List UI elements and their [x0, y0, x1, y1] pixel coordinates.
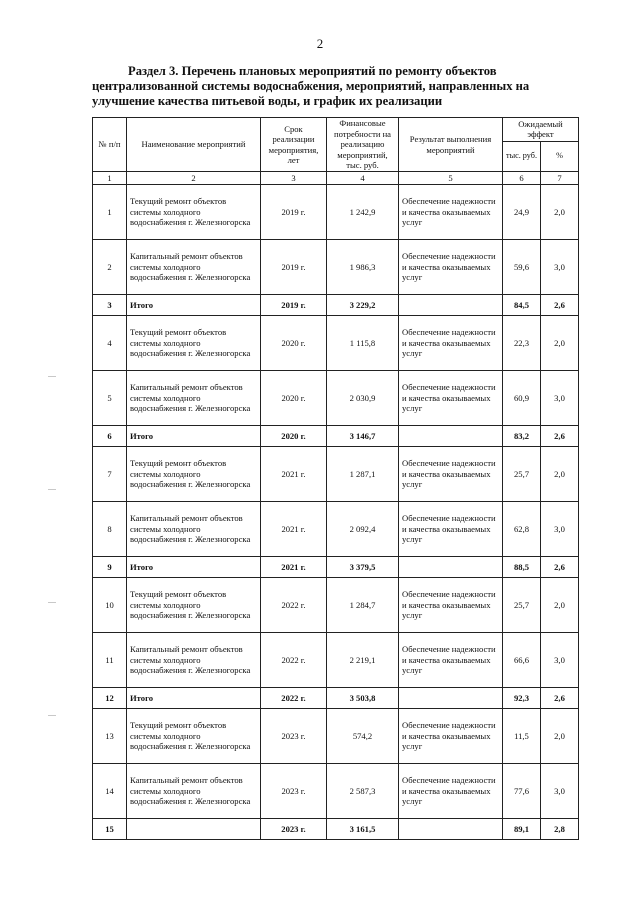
scan-mark [48, 602, 56, 603]
term-cell: 2022 г. [261, 688, 327, 709]
result-cell: Обеспечение надежности и качества оказываемых услуг [399, 316, 503, 371]
table-row [93, 709, 579, 764]
result-cell [399, 688, 503, 709]
row-number: 2 [93, 240, 127, 295]
finance-cell: 2 219,1 [327, 633, 399, 688]
row-number: 12 [93, 688, 127, 709]
effect-pct-cell: 2,0 [541, 316, 579, 371]
table-row [93, 447, 579, 502]
effect-rub-cell: 83,2 [503, 426, 541, 447]
column-number: 7 [541, 172, 579, 185]
table-row [93, 633, 579, 688]
column-number: 2 [127, 172, 261, 185]
result-cell: Обеспечение надежности и качества оказываемых услуг [399, 578, 503, 633]
header-num: № п/п [93, 118, 127, 172]
result-cell [399, 557, 503, 578]
effect-pct-cell: 2,0 [541, 578, 579, 633]
effect-pct-cell: 2,8 [541, 819, 579, 840]
effect-pct-cell: 2,6 [541, 426, 579, 447]
finance-cell: 3 161,5 [327, 819, 399, 840]
effect-rub-cell: 25,7 [503, 447, 541, 502]
effect-pct-cell: 2,6 [541, 557, 579, 578]
table-row [93, 240, 579, 295]
finance-cell: 2 092,4 [327, 502, 399, 557]
page-number: 2 [316, 36, 324, 51]
column-number: 1 [93, 172, 127, 185]
row-number: 6 [93, 426, 127, 447]
term-cell: 2020 г. [261, 371, 327, 426]
finance-cell: 3 379,5 [327, 557, 399, 578]
term-cell: 2022 г. [261, 578, 327, 633]
measure-name: Текущий ремонт объектов системы холодного водоснабжения г. Железногорска [127, 447, 261, 502]
heading-line-1: Раздел 3. Перечень плановых мероприятий по ремонту объектов [128, 64, 497, 78]
column-number: 4 [327, 172, 399, 185]
result-cell: Обеспечение надежности и качества оказываемых услуг [399, 502, 503, 557]
table-row [93, 764, 579, 819]
result-cell [399, 426, 503, 447]
term-cell: 2022 г. [261, 633, 327, 688]
effect-rub-cell: 89,1 [503, 819, 541, 840]
measure-name [127, 819, 261, 840]
effect-pct-cell: 3,0 [541, 371, 579, 426]
effect-pct-cell: 2,6 [541, 688, 579, 709]
finance-cell: 1 986,3 [327, 240, 399, 295]
measure-name: Текущий ремонт объектов системы холодного водоснабжения г. Железногорска [127, 316, 261, 371]
finance-cell: 1 115,8 [327, 316, 399, 371]
row-number: 13 [93, 709, 127, 764]
effect-pct-cell: 2,0 [541, 185, 579, 240]
effect-rub-cell: 66,6 [503, 633, 541, 688]
term-cell: 2023 г. [261, 709, 327, 764]
term-cell: 2021 г. [261, 557, 327, 578]
effect-rub-cell: 92,3 [503, 688, 541, 709]
table-row [93, 502, 579, 557]
finance-cell: 574,2 [327, 709, 399, 764]
effect-rub-cell: 24,9 [503, 185, 541, 240]
table-row [93, 316, 579, 371]
measure-name: Капитальный ремонт объектов системы холодного водоснабжения г. Железногорска [127, 633, 261, 688]
column-number: 5 [399, 172, 503, 185]
section-heading [92, 64, 584, 109]
result-cell: Обеспечение надежности и качества оказываемых услуг [399, 764, 503, 819]
measure-name: Итого [127, 295, 261, 316]
effect-rub-cell: 77,6 [503, 764, 541, 819]
scan-mark [48, 489, 56, 490]
measure-name: Итого [127, 426, 261, 447]
effect-rub-cell: 59,6 [503, 240, 541, 295]
finance-cell: 3 229,2 [327, 295, 399, 316]
row-number: 9 [93, 557, 127, 578]
term-cell: 2019 г. [261, 295, 327, 316]
measure-name: Итого [127, 688, 261, 709]
effect-rub-cell: 11,5 [503, 709, 541, 764]
result-cell [399, 295, 503, 316]
term-cell: 2020 г. [261, 426, 327, 447]
measure-name: Текущий ремонт объектов системы холодного водоснабжения г. Железногорска [127, 709, 261, 764]
finance-cell: 1 287,1 [327, 447, 399, 502]
term-cell: 2021 г. [261, 502, 327, 557]
measure-name: Текущий ремонт объектов системы холодного водоснабжения г. Железногорска [127, 578, 261, 633]
result-cell [399, 819, 503, 840]
header-effect-pct: % [541, 141, 579, 171]
finance-cell: 3 146,7 [327, 426, 399, 447]
table-row [93, 578, 579, 633]
row-number: 15 [93, 819, 127, 840]
header-effect: Ожидаемый эффект [503, 118, 579, 142]
row-number: 8 [93, 502, 127, 557]
term-cell: 2020 г. [261, 316, 327, 371]
effect-pct-cell: 3,0 [541, 633, 579, 688]
total-row [93, 557, 579, 578]
term-cell: 2023 г. [261, 819, 327, 840]
header-effect-rub: тыс. руб. [503, 141, 541, 171]
term-cell: 2023 г. [261, 764, 327, 819]
row-number: 3 [93, 295, 127, 316]
heading-line-3: улучшение качества питьевой воды, и график их реализации [92, 94, 443, 108]
measure-name: Текущий ремонт объектов системы холодного водоснабжения г. Железногорска [127, 185, 261, 240]
result-cell: Обеспечение надежности и качества оказываемых услуг [399, 240, 503, 295]
effect-pct-cell: 3,0 [541, 240, 579, 295]
table-row [93, 185, 579, 240]
scan-mark [48, 715, 56, 716]
finance-cell: 2 587,3 [327, 764, 399, 819]
total-row [93, 819, 579, 840]
row-number: 14 [93, 764, 127, 819]
row-number: 4 [93, 316, 127, 371]
effect-pct-cell: 2,0 [541, 447, 579, 502]
table-row [93, 371, 579, 426]
scan-mark [48, 376, 56, 377]
term-cell: 2019 г. [261, 240, 327, 295]
header-finance: Финансовые потребности на реализацию мероприятий, тыс. руб. [327, 118, 399, 172]
header-name: Наименование мероприятий [127, 118, 261, 172]
row-number: 1 [93, 185, 127, 240]
effect-rub-cell: 88,5 [503, 557, 541, 578]
effect-rub-cell: 22,3 [503, 316, 541, 371]
row-number: 11 [93, 633, 127, 688]
effect-rub-cell: 62,8 [503, 502, 541, 557]
measure-name: Итого [127, 557, 261, 578]
header-result: Результат выполнения мероприятий [399, 118, 503, 172]
measures-table [92, 117, 579, 840]
finance-cell: 2 030,9 [327, 371, 399, 426]
term-cell: 2019 г. [261, 185, 327, 240]
total-row [93, 688, 579, 709]
heading-line-2: централизованной системы водоснабжения, мероприятий, направленных на [92, 79, 530, 93]
row-number: 10 [93, 578, 127, 633]
measure-name: Капитальный ремонт объектов системы холодного водоснабжения г. Железногорска [127, 371, 261, 426]
measure-name: Капитальный ремонт объектов системы холодного водоснабжения г. Железногорска [127, 764, 261, 819]
result-cell: Обеспечение надежности и качества оказываемых услуг [399, 709, 503, 764]
column-numbers-row [93, 172, 579, 185]
result-cell: Обеспечение надежности и качества оказываемых услуг [399, 633, 503, 688]
row-number: 5 [93, 371, 127, 426]
header-term: Срок реализации мероприятия, лет [261, 118, 327, 172]
finance-cell: 1 284,7 [327, 578, 399, 633]
effect-pct-cell: 2,0 [541, 709, 579, 764]
effect-rub-cell: 84,5 [503, 295, 541, 316]
term-cell: 2021 г. [261, 447, 327, 502]
finance-cell: 3 503,8 [327, 688, 399, 709]
row-number: 7 [93, 447, 127, 502]
table-body [93, 185, 579, 840]
column-number: 3 [261, 172, 327, 185]
finance-cell: 1 242,9 [327, 185, 399, 240]
effect-pct-cell: 3,0 [541, 764, 579, 819]
effect-pct-cell: 3,0 [541, 502, 579, 557]
result-cell: Обеспечение надежности и качества оказываемых услуг [399, 185, 503, 240]
measure-name: Капитальный ремонт объектов системы холодного водоснабжения г. Железногорска [127, 240, 261, 295]
measure-name: Капитальный ремонт объектов системы холодного водоснабжения г. Железногорска [127, 502, 261, 557]
effect-rub-cell: 25,7 [503, 578, 541, 633]
effect-pct-cell: 2,6 [541, 295, 579, 316]
effect-rub-cell: 60,9 [503, 371, 541, 426]
result-cell: Обеспечение надежности и качества оказываемых услуг [399, 371, 503, 426]
result-cell: Обеспечение надежности и качества оказываемых услуг [399, 447, 503, 502]
total-row [93, 295, 579, 316]
column-number: 6 [503, 172, 541, 185]
total-row [93, 426, 579, 447]
